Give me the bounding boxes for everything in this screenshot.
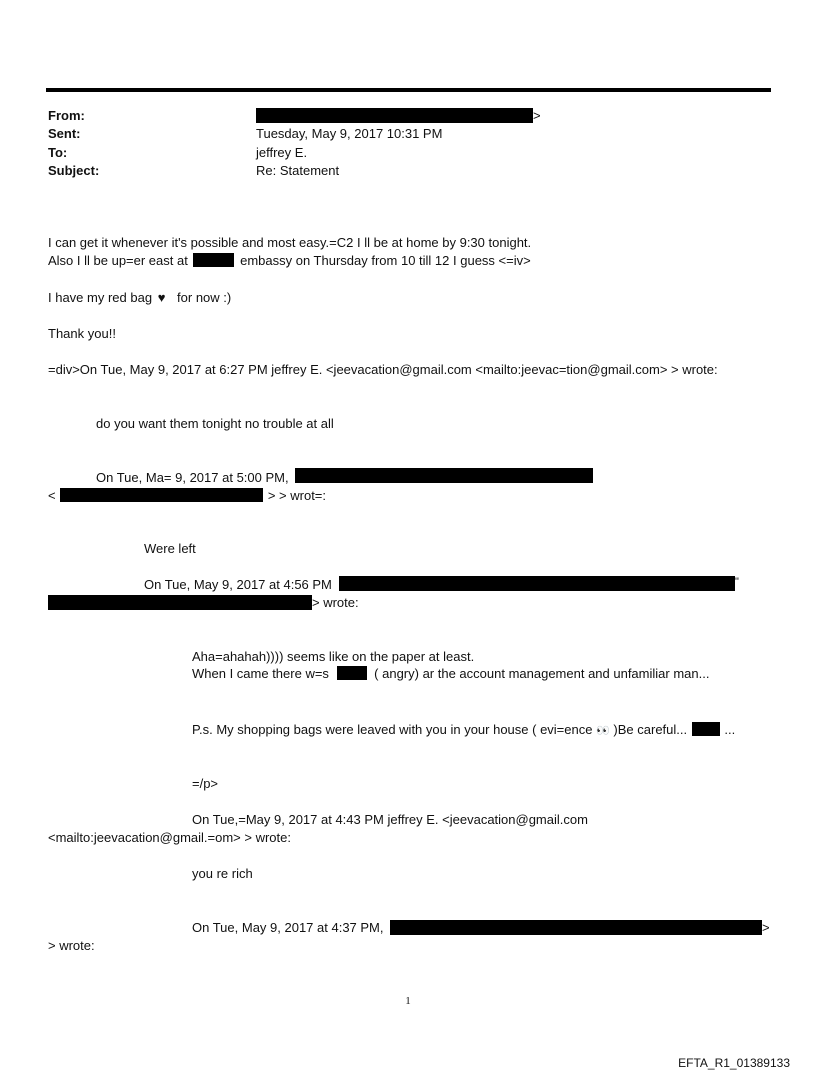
page-number: 1 (405, 995, 411, 1007)
quote-header-3: On Tue, May 9, 2017 at 4:56 PM (144, 577, 332, 592)
quote-header-2-cont (48, 488, 326, 504)
body-line-14-a: P.s. My shopping bags were leaved with you in your house ( evi=ence (192, 722, 593, 737)
quote-header-5-end: > (762, 920, 770, 935)
body-line-2-b: embassy on Thursday from 10 till 12 I guess <=iv> (240, 253, 531, 268)
quote-text-4: you re rich (192, 866, 253, 881)
quote-header-2: On Tue, Ma= 9, 2017 at 5:00 PM, (96, 470, 289, 485)
from-value-suffix: > (533, 108, 541, 123)
redaction (295, 468, 593, 483)
header-rule (46, 88, 771, 92)
sent-label: Sent: (48, 126, 81, 141)
subject-label: Subject: (48, 163, 100, 178)
to-value: jeffrey E. (256, 145, 308, 160)
body-line-2-a: Also I ll be up=er east at (48, 253, 188, 268)
bates-number: EFTA_R1_01389133 (678, 1056, 790, 1070)
body-line-13-a: When I came there w=s (192, 666, 329, 681)
quote-text-2: Were left (144, 541, 196, 556)
redaction (48, 595, 312, 610)
quote-header-1: =div>On Tue, May 9, 2017 at 6:27 PM jeffrey E. <jeevacation@gmail.com <mailto:jeevac=tion@gmail.com> > wrote: (48, 362, 718, 377)
body-line-4: Thank you!! (48, 326, 116, 341)
body-line-1: I can get it whenever it's possible and most easy.=C2 I ll be at home by 9:30 tonight. (48, 235, 532, 250)
sent-value: Tuesday, May 9, 2017 10:31 PM (256, 126, 443, 141)
eyes-icon: 👀 (596, 725, 610, 737)
subject-value: Re: Statement (256, 163, 340, 178)
redaction (692, 722, 720, 736)
from-label: From: (48, 108, 85, 123)
quote-text-3c (192, 722, 735, 739)
quote-header-4: On Tue,=May 9, 2017 at 4:43 PM jeffrey E. <jeevacation@gmail.com (192, 812, 588, 827)
body-line-13-b: ( angry) ar the account management and unfamiliar man... (374, 666, 710, 681)
body-line-8-a: < (48, 488, 56, 503)
redaction (60, 488, 263, 502)
quote-text-3b (192, 666, 709, 682)
quote-text-1: do you want them tonight no trouble at all (96, 416, 334, 431)
body-line-3 (48, 290, 231, 306)
quote-header-3-cont: > wrote: (312, 595, 359, 610)
body-line-14-b: )Be careful... (613, 722, 688, 737)
to-label: To: (48, 145, 68, 160)
body-line-8-b: > > wrot=: (267, 488, 327, 503)
redaction (337, 666, 367, 680)
body-line-2 (48, 253, 531, 269)
redaction (390, 920, 762, 935)
quote-header-4-cont: <mailto:jeevacation@gmail.=om> > wrote: (48, 830, 291, 845)
quote-mark: " (735, 576, 739, 588)
quote-text-3a: Aha=ahahah)))) seems like on the paper at least. (192, 649, 475, 664)
redaction (193, 253, 234, 267)
from-redaction (256, 108, 533, 123)
body-line-3-b: for now :) (177, 290, 232, 305)
html-artifact: =/p> (192, 776, 219, 791)
quote-header-5-cont: > wrote: (48, 938, 95, 953)
heart-icon: ♥ (157, 290, 166, 305)
quote-header-5: On Tue, May 9, 2017 at 4:37 PM, (192, 920, 384, 935)
redaction (339, 576, 735, 591)
body-line-14-c: ... (724, 722, 736, 737)
body-line-3-a: I have my red bag (48, 290, 153, 305)
